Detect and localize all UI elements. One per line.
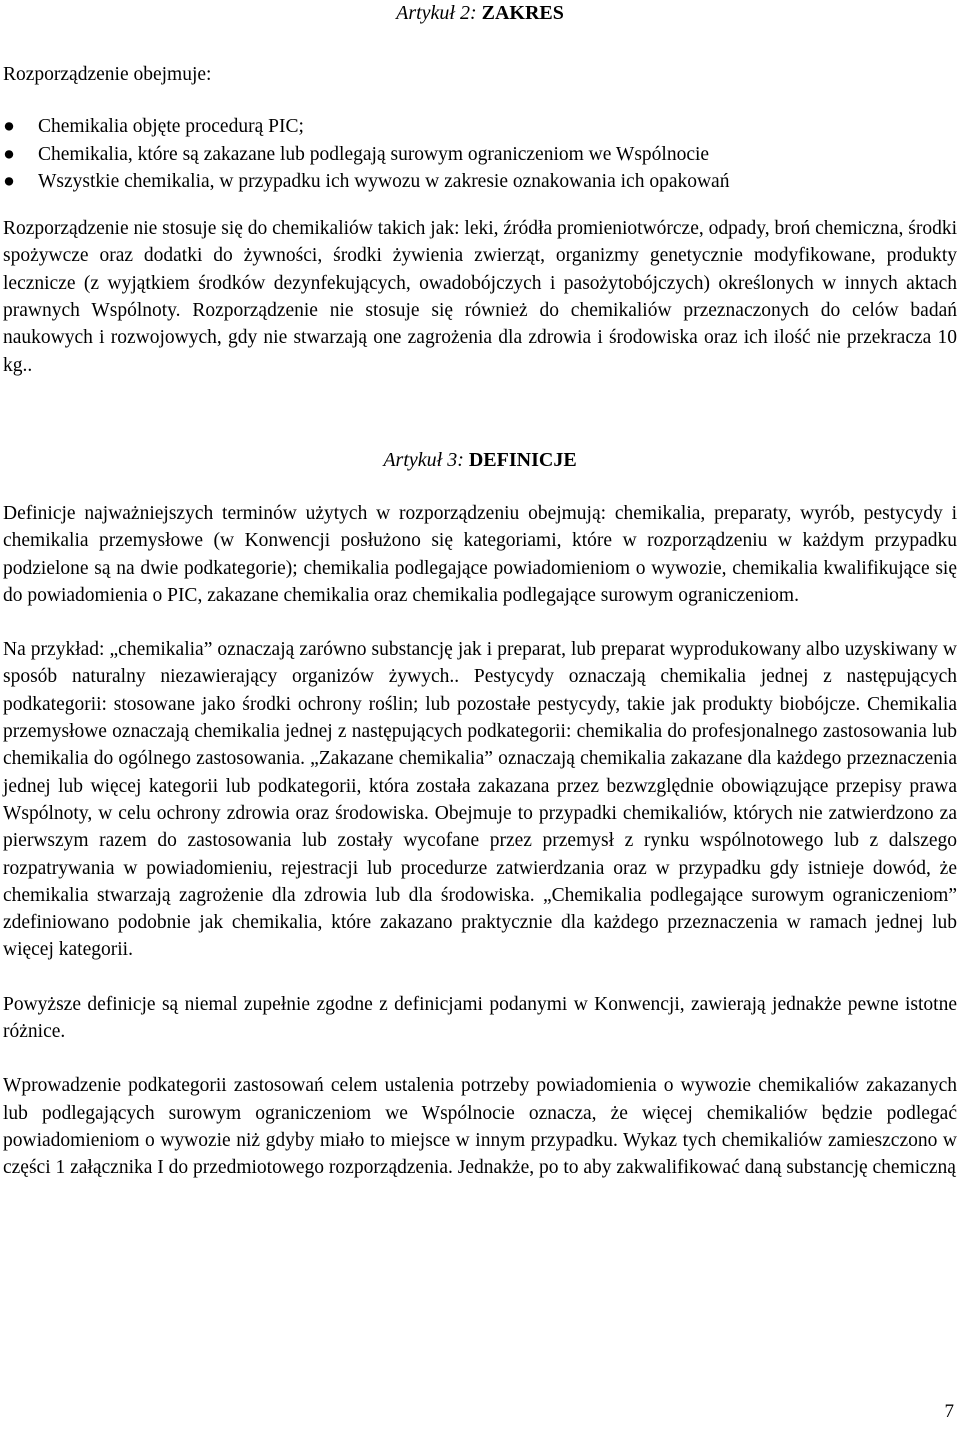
article-3-name: DEFINICJE [468, 448, 577, 471]
bullet-icon: ● [3, 116, 15, 138]
definitions-paragraph: Powyższe definicje są niemal zupełnie zgodne z definicjami podanymi w Konwencji, zawierają jednakże pewne istotne różnice. [3, 993, 957, 1043]
article-2-title [3, 0, 957, 26]
bullet-icon: ● [3, 143, 15, 165]
article-2-label: Artykuł 2: [396, 2, 477, 24]
list-item [3, 141, 957, 168]
list-item [3, 168, 957, 195]
list-item-text: Chemikalia, które są zakazane lub podlegają surowym ograniczeniom we Wspólnocie [38, 143, 710, 165]
document-page [3, 0, 957, 1182]
scope-paragraph: Rozporządzenie nie stosuje się do chemikaliów takich jak: leki, źródła promieniotwórcze, odpady, broń chemiczna, środki spożywcze oraz dodatki do żywności, środki żywienia zwierząt, organizmy genetycznie modyfikowane, produkty lecznicze (z wyjątkiem środków dezynfekujących, owadobójczych i pasożytobójczych) określonych w innych aktach prawnych Wspólnoty. Rozporządzenie nie stosuje się również do chemikaliów przeznaczonych do celów badań naukowych i rozwojowych, gdy nie stwarzają one zagrożenia dla zdrowia i środowiska oraz ich ilość nie przekracza 10 kg.. [3, 218, 957, 376]
page-number: 7 [944, 1401, 954, 1422]
list-item [3, 113, 957, 140]
list-item-text: Wszystkie chemikalia, w przypadku ich wywozu w zakresie oznakowania ich opakowań [38, 170, 730, 192]
scope-list [3, 113, 957, 195]
definitions-paragraph: Definicje najważniejszych terminów użytych w rozporządzeniu obejmują: chemikalia, preparaty, wyrób, pestycydy i chemikalia przemysłowe (w Konwencji posłużono się kategoriami, które w rozporządzeniu w każdym przypadku podzielone są na dwie podkategorie); chemikalia podlegające powiadomieniom o wywozie, chemikalia kwalifikujące się do powiadomienia o PIC, zakazane chemikalia oraz chemikalia podlegające surowym ograniczeniom. [3, 502, 957, 606]
article-2-name: ZAKRES [481, 2, 564, 24]
article-3-label: Artykuł 3: [383, 448, 464, 471]
list-item-text: Chemikalia objęte procedurą PIC; [38, 116, 304, 138]
article-3-title [3, 447, 957, 473]
scope-lead: Rozporządzenie obejmuje: [3, 64, 212, 85]
definitions-paragraph: Na przykład: „chemikalia” oznaczają zarówno substancję jak i preparat, lub preparat wyprodukowany albo uzyskiwany w sposób naturalny niezawierający organizów żywych.. Pestycydy oznaczają chemikalia jednej z następujących podkategorii: stosowane jako środki ochrony roślin; lub pozostałe pestycydy, takie jak produkty biobójcze. Chemikalia przemysłowe oznaczają chemikalia jednej z następujących podkategorii: chemikalia do profesjonalnego zastosowania lub chemikalia do ogólnego zastosowania. „Zakazane chemikalia” oznaczają chemikalia zakazane dla każdego przeznaczenia jednej lub więcej kategorii lub podkategorii, która została zakazana przez bezwzględnie obowiązujące przepisy prawa Wspólnoty, w celu ochrony zdrowia oraz środowiska. Obejmuje to przypadki chemikaliów, których nie zatwierdzono za pierwszym razem do zastosowania lub zostały wycofane przez przemysł z rynku wspólnotowego lub z dalszego rozpatrywania w powiadomieniu, rejestracji lub procedurze zatwierdzania oraz w przypadku gdy istnieje dowód, że chemikalia stwarzają zagrożenie dla zdrowia lub dla środowiska. „Chemikalia podlegające surowym ograniczeniom” zdefiniowano podobnie jak chemikalia, które zakazano praktycznie dla każdego przeznaczenia w ramach jednej lub więcej kategorii. [3, 639, 957, 961]
definitions-paragraph: Wprowadzenie podkategorii zastosowań celem ustalenia potrzeby powiadomienia o wywozie chemikaliów zakazanych lub podlegających surowym ograniczeniom we Wspólnocie oznacza, że więcej chemikaliów będzie podlegać powiadomieniom o wywozie niż gdyby miało to miejsce w innym przypadku. Wykaz tych chemikaliów zamieszczono w części 1 załącznika I do przedmiotowego rozporządzenia. Jednakże, po to aby zakwalifikować daną substancję chemiczną [3, 1075, 957, 1179]
bullet-icon: ● [3, 170, 15, 192]
